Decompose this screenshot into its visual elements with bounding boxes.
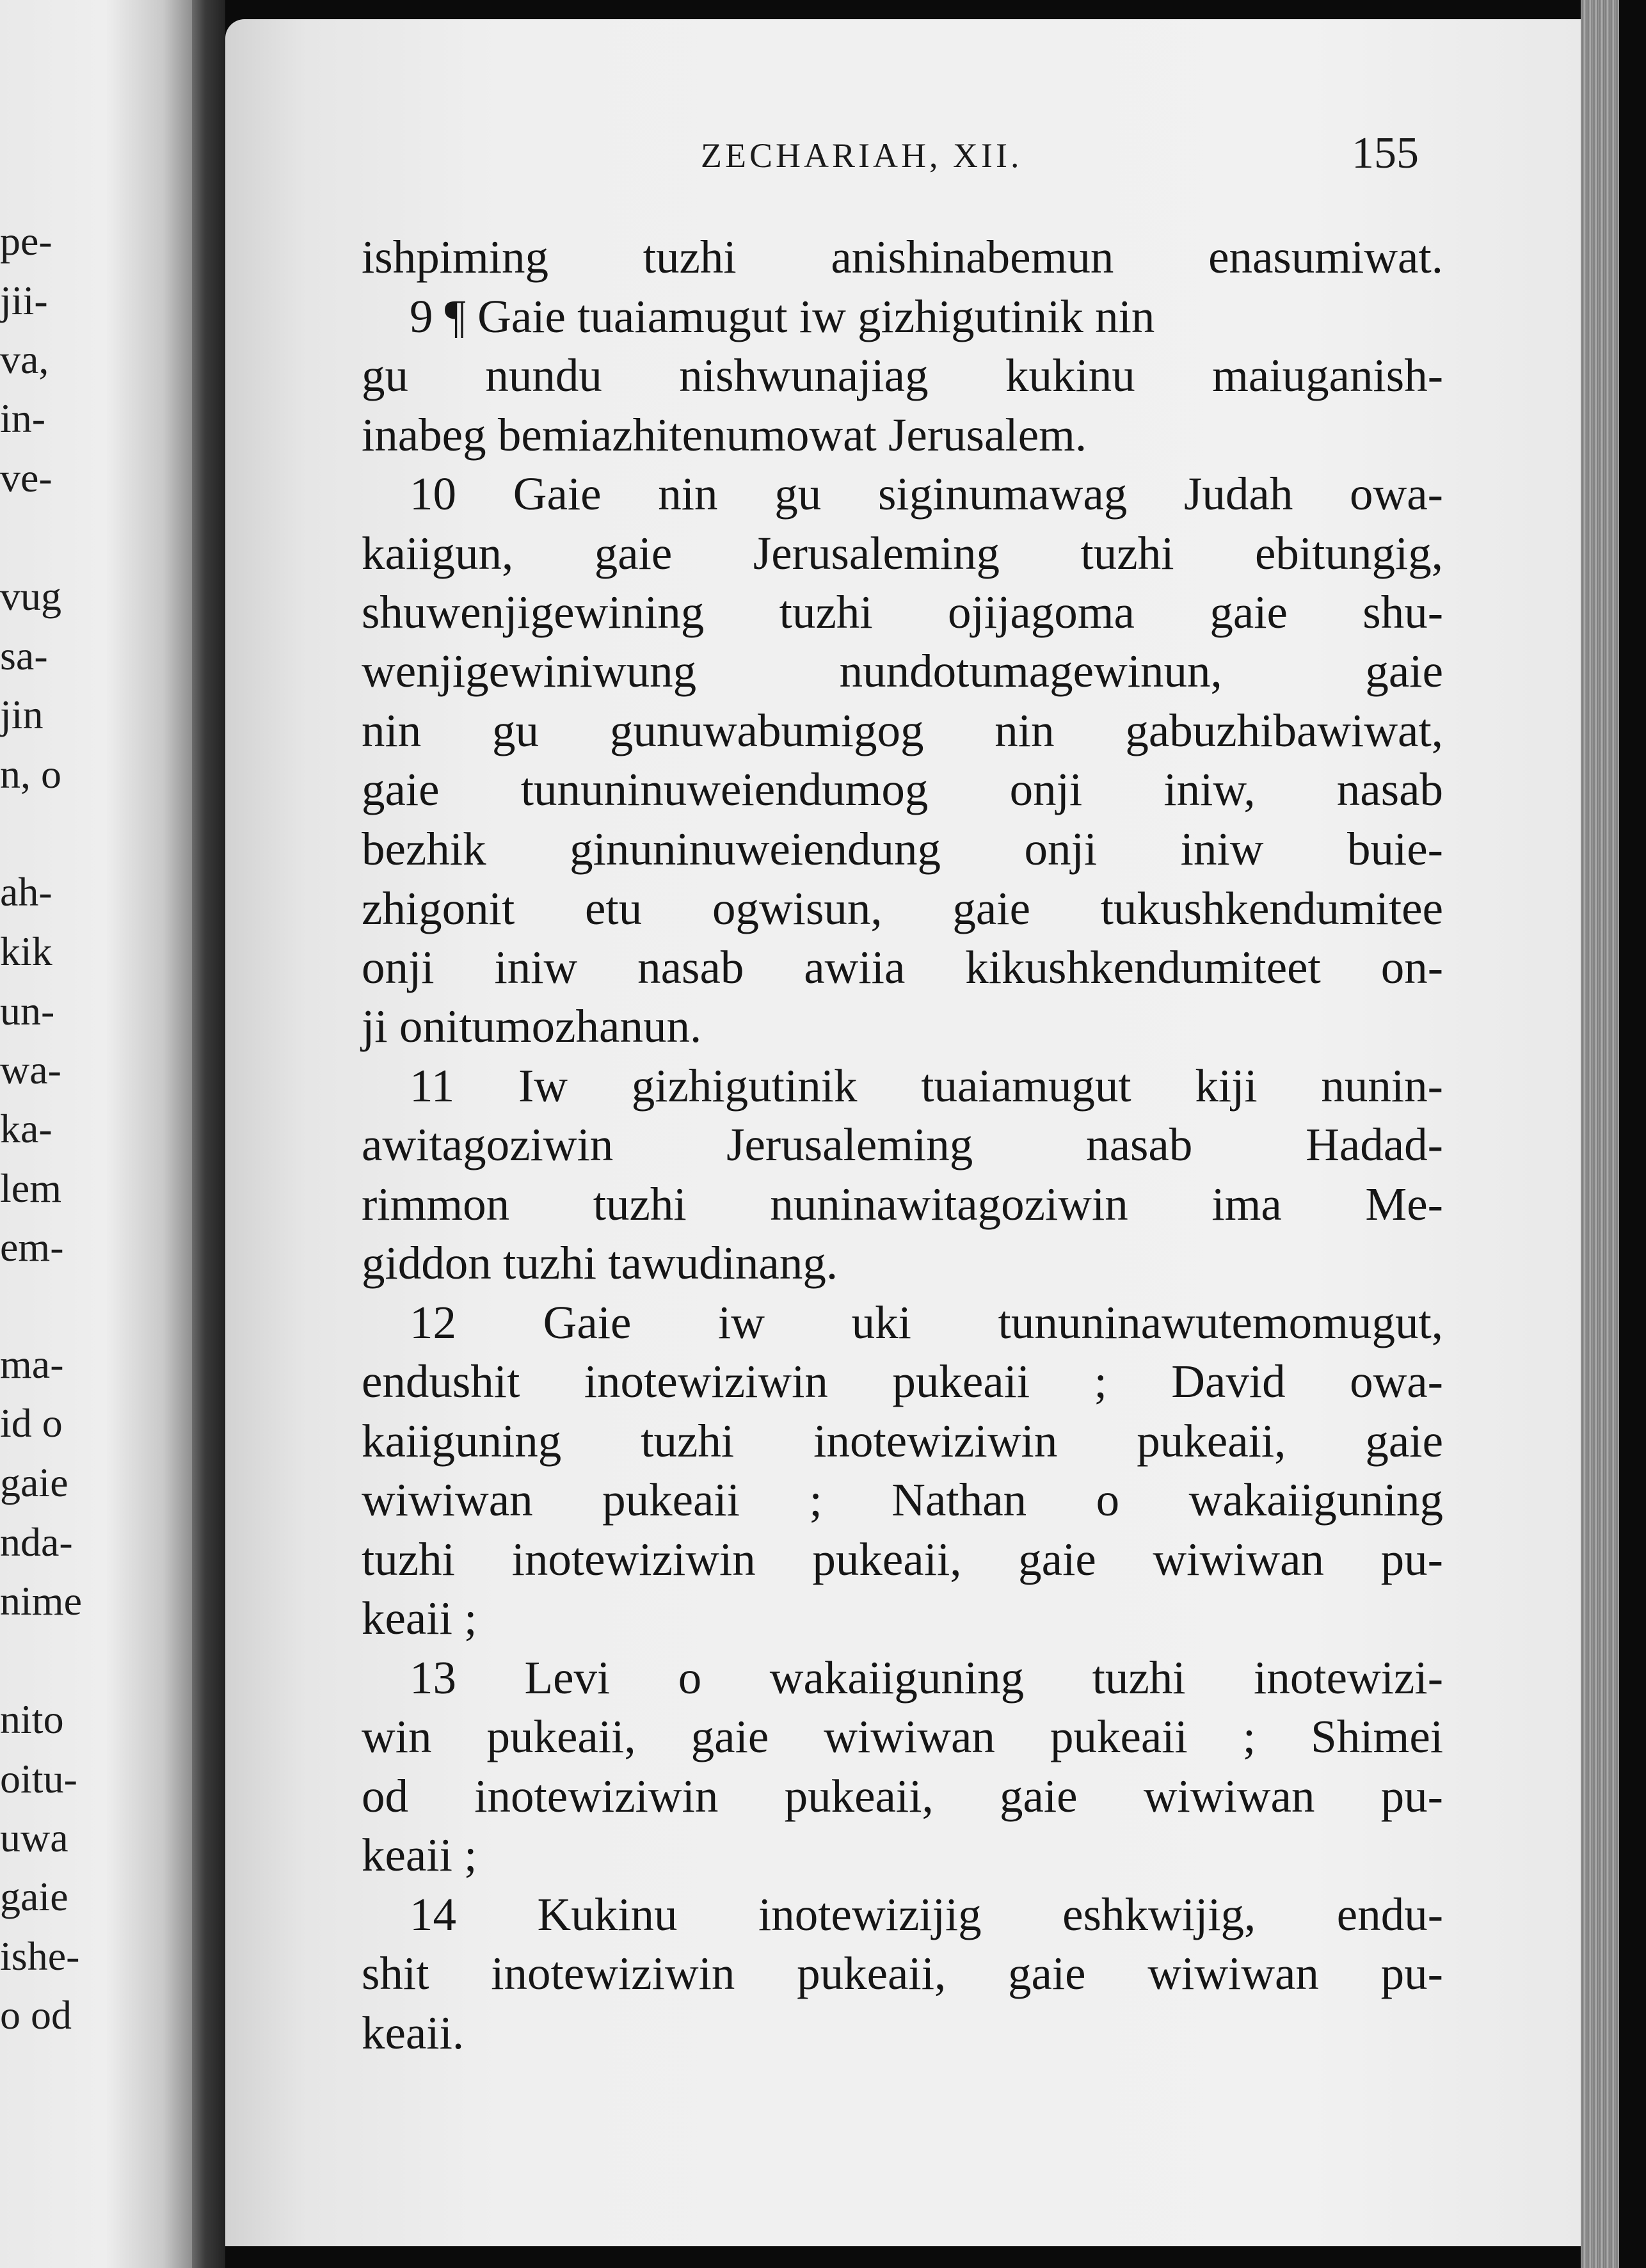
facing-page-fragment <box>0 0 192 2268</box>
text-line: keaii. <box>362 2007 465 2059</box>
facing-text-line: ah- <box>0 869 52 914</box>
facing-text-line: ka- <box>0 1106 52 1151</box>
facing-text-line: in- <box>0 395 46 441</box>
text-line: zhigonit etu ogwisun, gaie tukushkendumitee <box>362 882 1443 934</box>
text-line: shuwenjigewining tuzhi ojijagoma gaie shu- <box>362 586 1443 638</box>
text-line: inabeg bemiazhitenumowat Jerusalem. <box>362 409 1087 461</box>
text-line: onji iniw nasab awiia kikushkendumiteet on- <box>362 941 1443 993</box>
text-line: 13 Levi o wakaiiguning tuzhi inotewizi- <box>410 1652 1443 1704</box>
book-gutter <box>192 0 225 2268</box>
facing-text-line: gaie <box>0 1460 68 1505</box>
facing-text-line: wa- <box>0 1047 61 1092</box>
text-line: giddon tuzhi tawudinang. <box>362 1237 838 1289</box>
text-line: win pukeaii, gaie wiwiwan pukeaii ; Shimei <box>362 1711 1443 1762</box>
facing-text-line: em- <box>0 1224 64 1270</box>
facing-text-line: gaie <box>0 1874 68 1919</box>
facing-text-line: lem <box>0 1165 61 1211</box>
text-line: wenjigewiniwung nundotumagewinun, gaie <box>362 645 1443 697</box>
facing-text-line: uwa <box>0 1815 68 1860</box>
facing-text-line: un- <box>0 988 55 1034</box>
facing-text-line: sa- <box>0 633 48 678</box>
text-line: 12 Gaie iw uki tununinawutemomugut, <box>410 1297 1443 1348</box>
facing-text-line: id o <box>0 1400 63 1446</box>
text-line: nin gu gunuwabumigog nin gabuzhibawiwat, <box>362 705 1443 756</box>
facing-text-line: ma- <box>0 1341 64 1387</box>
page-edges <box>1581 0 1619 2268</box>
text-line: ishpiming tuzhi anishinabemun enasumiwat. <box>362 231 1443 283</box>
text-line: kaiigun, gaie Jerusaleming tuzhi ebitungig, <box>362 527 1443 579</box>
facing-text-line: nda- <box>0 1519 73 1565</box>
facing-text-line: nito <box>0 1697 64 1742</box>
text-line: keaii ; <box>362 1592 477 1644</box>
text-line: awitagoziwin Jerusaleming nasab Hadad- <box>362 1119 1443 1170</box>
facing-text-line: ishe- <box>0 1933 80 1979</box>
facing-text-line: jin <box>0 692 44 737</box>
text-line: 9 ¶ Gaie tuaiamugut iw gizhigutinik nin <box>410 291 1155 342</box>
facing-text-line: pe- <box>0 218 52 264</box>
text-line: endushit inotewiziwin pukeaii ; David owa- <box>362 1355 1443 1407</box>
facing-text-line: vug <box>0 573 61 619</box>
text-line: 11 Iw gizhigutinik tuaiamugut kiji nunin- <box>410 1060 1443 1112</box>
text-line: od inotewiziwin pukeaii, gaie wiwiwan pu- <box>362 1770 1443 1822</box>
facing-text-line: jii- <box>0 278 48 323</box>
text-line: 14 Kukinu inotewizijig eshkwijig, endu- <box>410 1889 1443 1940</box>
page-number: 155 <box>1352 129 1419 178</box>
facing-text-line: n, o <box>0 751 61 797</box>
text-line: ji onitumozhanun. <box>362 1000 702 1052</box>
running-head: ZECHARIAH, XII. <box>701 136 1023 175</box>
text-line: bezhik ginuninuweiendung onji iniw buie- <box>362 823 1443 875</box>
text-line: wiwiwan pukeaii ; Nathan o wakaiiguning <box>362 1474 1443 1526</box>
facing-text-line: o od <box>0 1992 72 2038</box>
text-line: gaie tununinuweiendumog onji iniw, nasab <box>362 763 1443 815</box>
facing-text-line: kik <box>0 929 52 974</box>
text-line: gu nundu nishwunajiag kukinu maiuganish- <box>362 349 1443 401</box>
facing-text-line: nime <box>0 1578 82 1624</box>
text-line: 10 Gaie nin gu siginumawag Judah owa- <box>410 468 1443 520</box>
text-line: kaiiguning tuzhi inotewiziwin pukeaii, gaie <box>362 1415 1443 1467</box>
text-line: rimmon tuzhi nuninawitagoziwin ima Me- <box>362 1178 1443 1230</box>
facing-text-line: va, <box>0 337 49 382</box>
text-line: keaii ; <box>362 1829 477 1881</box>
text-line: shit inotewiziwin pukeaii, gaie wiwiwan pu- <box>362 1947 1443 1999</box>
facing-text-line: ve- <box>0 455 52 500</box>
text-line: tuzhi inotewiziwin pukeaii, gaie wiwiwan pu- <box>362 1533 1443 1585</box>
facing-text-line: oitu- <box>0 1756 77 1801</box>
